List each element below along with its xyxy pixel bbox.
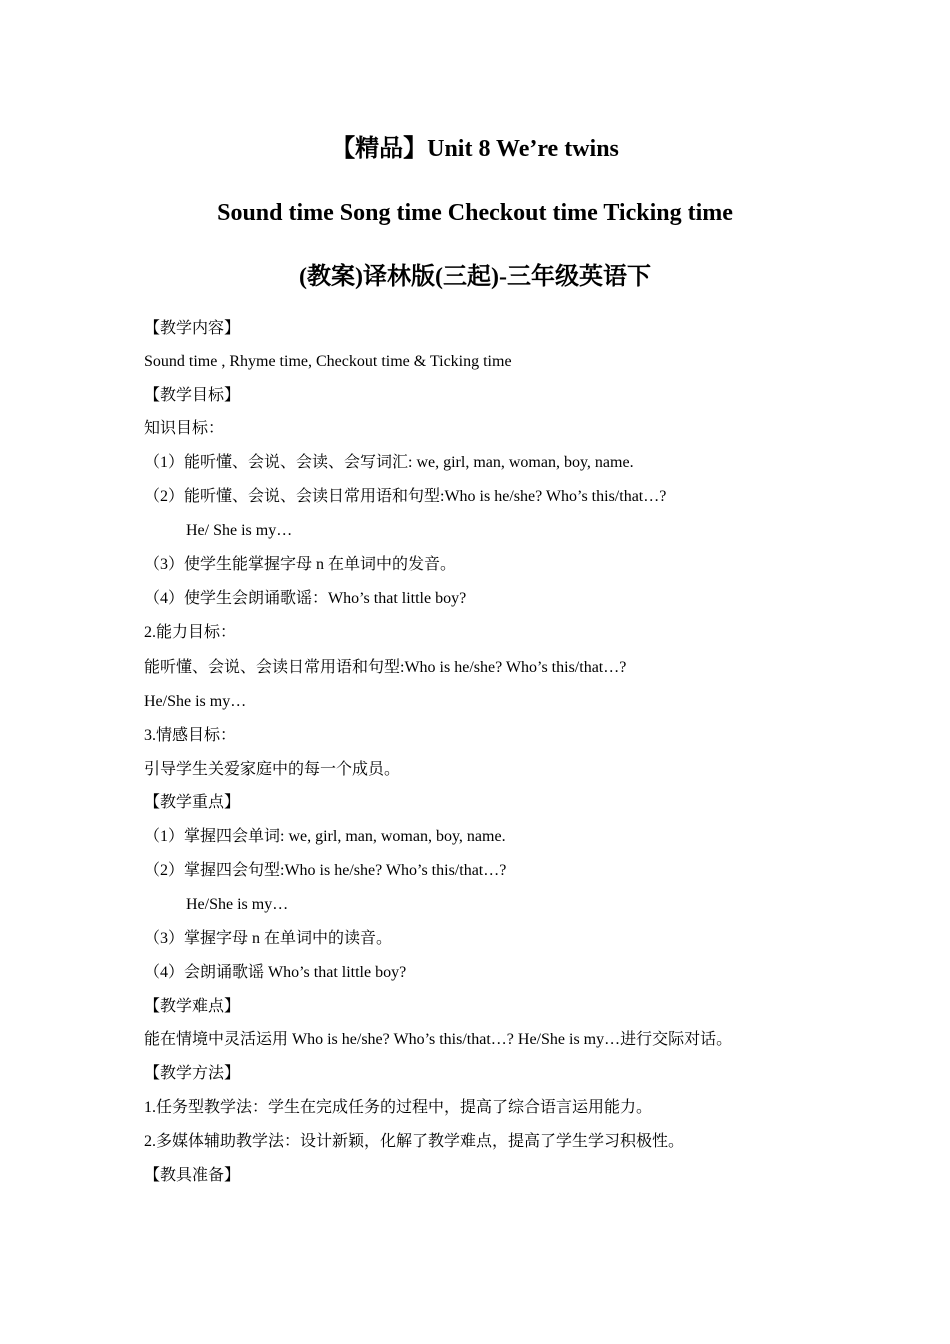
paragraph: He/She is my… [144,693,247,710]
document-title: 【精品】Unit 8 We’re twins [331,136,619,162]
section-heading-objectives: 【教学目标】 [144,387,241,404]
list-item: 2.多媒体辅助教学法：设计新颖，化解了教学难点，提高了学生学习积极性。 [144,1133,685,1150]
list-item-continuation: He/ She is my… [186,522,293,539]
paragraph: 2.能力目标： [144,624,237,641]
paragraph: 引导学生关爱家庭中的每一个成员。 [144,761,401,778]
list-item: （2）掌握四会句型:Who is he/she? Who’s this/that…? [144,862,507,879]
paragraph: Sound time , Rhyme time, Checkout time & Ticking time [144,353,512,370]
list-item-continuation: He/She is my… [186,896,289,913]
document-subtitle-2: (教案)译林版(三起)-三年级英语下 [299,264,651,290]
section-heading-materials: 【教具准备】 [144,1167,241,1184]
document-subtitle: Sound time Song time Checkout time Ticking time [217,200,733,226]
list-item: （3）使学生能掌握字母 n 在单词中的发音。 [144,556,457,573]
list-item: （3）掌握字母 n 在单词中的读音。 [144,930,393,947]
list-item: （4）会朗诵歌谣 Who’s that little boy? [144,964,407,981]
list-item: （4）使学生会朗诵歌谣：Who’s that little boy? [144,590,467,607]
section-heading-methods: 【教学方法】 [144,1065,241,1082]
paragraph: 知识目标： [144,420,225,437]
section-heading-content: 【教学内容】 [144,320,241,337]
list-item: （2）能听懂、会说、会读日常用语和句型:Who is he/she? Who’s this/that…? [144,488,667,505]
paragraph: 能听懂、会说、会读日常用语和句型:Who is he/she? Who’s this/that…? [144,659,627,676]
section-heading-difficulties: 【教学难点】 [144,998,241,1015]
paragraph: 3.情感目标： [144,727,237,744]
section-heading-key-points: 【教学重点】 [144,794,241,811]
list-item: （1）能听懂、会说、会读、会写词汇: we, girl, man, woman, boy, name. [144,454,634,471]
list-item: （1）掌握四会单词: we, girl, man, woman, boy, name. [144,828,506,845]
list-item: 1.任务型教学法：学生在完成任务的过程中，提高了综合语言运用能力。 [144,1099,653,1116]
paragraph: 能在情境中灵活运用 Who is he/she? Who’s this/that…? He/She is my…进行交际对话。 [144,1031,733,1048]
